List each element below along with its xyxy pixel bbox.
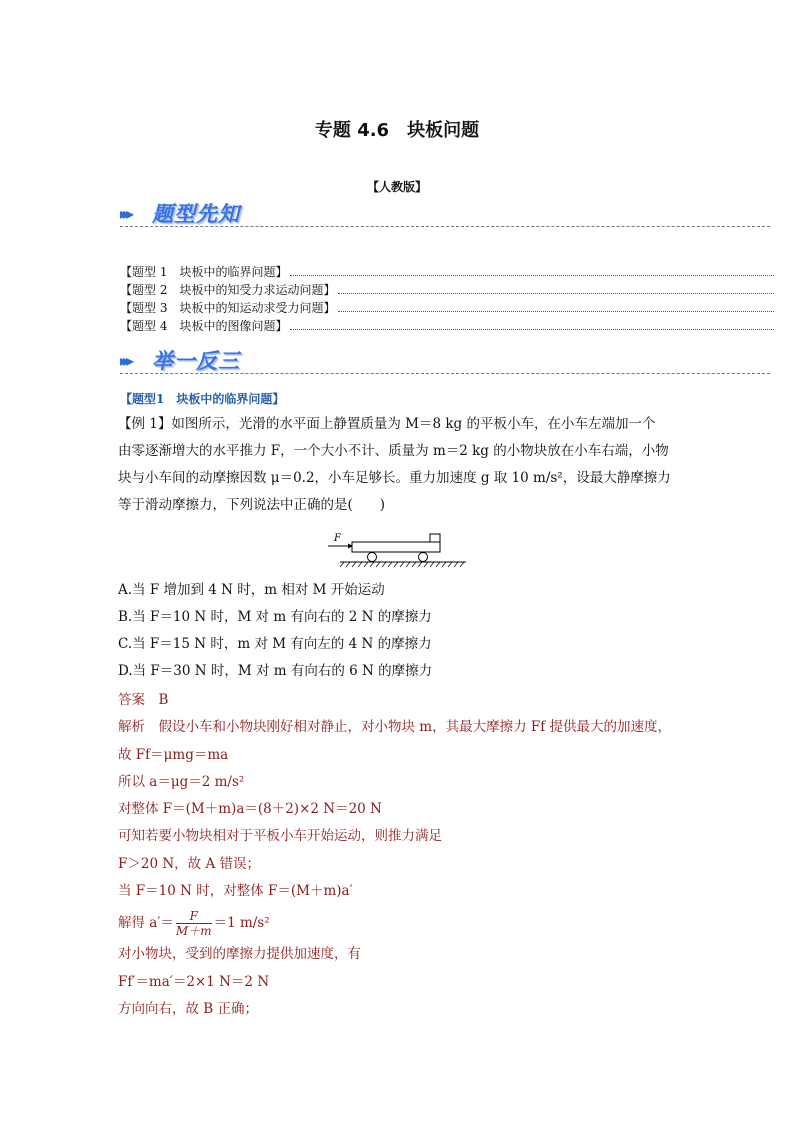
leader-dots (338, 311, 774, 312)
small-block (430, 534, 440, 542)
solution-block (118, 687, 688, 1023)
solution-line: 对小物块，受到的摩擦力提供加速度，有 (118, 946, 361, 963)
force-label: F (334, 533, 341, 544)
fraction: $\frac{F}{M+m}$ (175, 909, 212, 939)
dashed-divider (120, 373, 770, 374)
cart-wheel (419, 553, 428, 562)
solution-line: Ff′＝ma′＝2×1 N＝2 N (118, 973, 270, 990)
option-b[interactable]: B.当 F＝10 N 时，M 对 m 有向右的 2 N 的摩擦力 (118, 609, 432, 625)
solution-fraction-line: 解得 a′＝ $\frac{F}{M+m}$ ＝1 m/s² (118, 909, 270, 939)
toc-item[interactable]: 【题型 4 块板中的图像问题】 (120, 316, 774, 334)
banner-label: 题型先知 (152, 202, 240, 226)
banner-label: 举一反三 (152, 349, 240, 373)
edition-label: 【人教版】 (366, 180, 427, 194)
answer-line: 答案 B (118, 692, 169, 708)
table-of-contents (120, 262, 774, 334)
triple-arrow-icon: ▸▸▸ (120, 204, 130, 223)
dashed-divider (120, 226, 770, 227)
toc-item[interactable]: 【题型 1 块板中的临界问题】 (120, 262, 774, 280)
cart-wheel (368, 553, 377, 562)
solution-line: 所以 a＝μg＝2 m/s² (118, 773, 245, 790)
question-line: 等于滑动摩擦力，下列说法中正确的是( ) (118, 497, 386, 513)
solution-line: 当 F＝10 N 时，对整体 F＝(M＋m)a′ (118, 883, 353, 900)
toc-item[interactable]: 【题型 3 块板中的知运动求受力问题】 (120, 298, 774, 316)
solution-line: 方向向右，故 B 正确； (118, 1000, 259, 1017)
example-question (118, 411, 678, 519)
plank-cart (352, 542, 440, 552)
option-c[interactable]: C.当 F＝15 N 时，m 对 M 有向左的 4 N 的摩擦力 (118, 636, 432, 652)
solution-line: 可知若要小物块相对于平板小车开始运动，则推力满足 (118, 828, 442, 845)
solution-line: 解析 假设小车和小物块刚好相对静止，对小物块 m，其最大摩擦力 Ff 提供最大的加速度， (118, 719, 672, 736)
leader-dots (290, 275, 774, 276)
solution-line: F＞20 N，故 A 错误； (118, 855, 260, 872)
page-title: 专题 4.6 块板问题 (314, 120, 480, 141)
section-banner-practice (120, 345, 770, 375)
ground-hatching (340, 562, 464, 567)
question-line: 【例 1】如图所示，光滑的水平面上静置质量为 M＝8 kg 的平板小车，在小车左端加一个 (118, 416, 656, 432)
solution-line: 对整体 F＝(M＋m)a＝(8＋2)×2 N＝20 N (118, 801, 382, 818)
solution-line: 故 Ff＝μmg＝ma (118, 746, 229, 763)
leader-dots (338, 293, 774, 294)
question-line: 由零逐渐增大的水平推力 F，一个大小不计、质量为 m＝2 kg 的小物块放在小车右端，小物 (118, 443, 669, 459)
triple-arrow-icon: ▸▸▸ (120, 351, 130, 370)
option-d[interactable]: D.当 F＝30 N 时，M 对 m 有向右的 6 N 的摩擦力 (118, 663, 433, 679)
section-banner-types (120, 198, 770, 228)
cart-block-figure (326, 528, 466, 572)
toc-item[interactable]: 【题型 2 块板中的知受力求运动问题】 (120, 280, 774, 298)
question-type-heading: 【题型1 块板中的临界问题】 (120, 392, 285, 406)
leader-dots (290, 329, 774, 330)
option-a[interactable]: A.当 F 增加到 4 N 时，m 相对 M 开始运动 (118, 582, 385, 598)
question-line: 块与小车间的动摩擦因数 μ＝0.2，小车足够长。重力加速度 g 取 10 m/s²，设最大静摩擦力 (118, 470, 671, 486)
answer-options (118, 577, 678, 685)
